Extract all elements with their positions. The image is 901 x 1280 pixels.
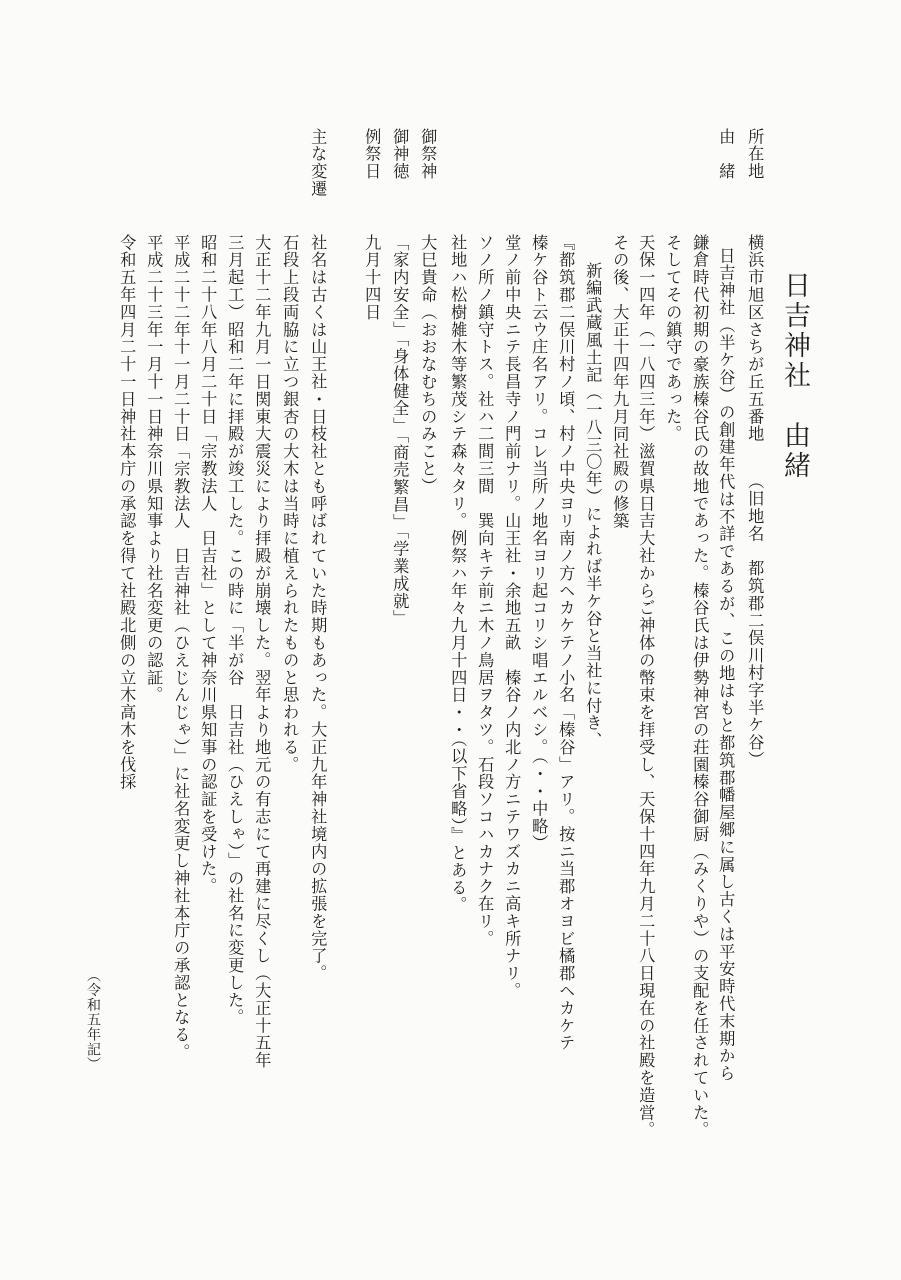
origin-label: 由 緒	[716, 128, 736, 181]
origin-line-6: 新編武蔵風土記（一八三〇年）によれば半ケ谷と当社に付き、	[583, 262, 603, 750]
history-line-3: 大正十二年九月一日関東大震災により拝殿が崩壊した。翌年より地元の有志にて再建に尽くし（大正十五年	[252, 234, 272, 1070]
deity-value: 大巳貴命（おおなむちのみこと）	[418, 234, 438, 495]
location-label: 所在地	[745, 128, 765, 181]
footnote: （令和五年記）	[85, 968, 101, 1072]
history-line-1: 社名は古くは山王社・日枝社とも呼ばれていた時期もあった。大正九年神社境内の拡張を完了。	[308, 234, 328, 983]
origin-line-4: 天保一四年（一八四三年）滋賀県日吉大社からご神体の幣束を拝受し、天保十四年九月二十八日現在の社殿を造営。	[636, 234, 656, 1139]
origin-line-2: 鎌倉時代初期の豪族榛谷氏の故地であった。榛谷氏は伊勢神宮の荘園榛谷御厨（みくりや）の支配を任されていた。	[690, 234, 710, 1139]
festival-label: 例祭日	[362, 128, 382, 181]
origin-line-11: 社地ハ松樹雑木等繁茂シテ森々タリ。例祭ハ年々九月十四日・・（以下省略）』とある。	[448, 234, 468, 914]
page-title: 日吉神社 由緒	[779, 271, 810, 481]
festival-value: 九月十四日	[362, 234, 382, 321]
location-value	[745, 234, 765, 769]
origin-line-9: 堂ノ前中央ニテ長昌寺ノ門前ナリ。山王社・余地五畝 榛谷ノ内北ノ方ニテワズカニ高キ所ナリ。	[502, 234, 522, 1000]
origin-line-1: 日吉神社（半ケ谷）の創建年代は不詳であるが、この地はもと都筑郡幡屋郷に属し古くは平安時代末期から	[716, 247, 736, 1083]
origin-line-8: 榛ケ谷ト云ウ庄名アリ。コレ当所ノ地名ヨリ起コリシ唱エルベシ。（・・中略）	[529, 234, 549, 853]
virtue-label: 御神徳	[390, 128, 410, 181]
history-line-4: 三月起工）昭和二年に拝殿が竣工した。この時に「半が谷 日吉社（ひえしゃ）」の社名に変更した。	[225, 234, 245, 1027]
history-line-7: 平成二十三年一月十一日神奈川県知事より社名変更の認証。	[144, 234, 164, 704]
origin-line-10: ソノ所ノ鎮守トス。社ハ二間三間 巽向キテ前ニ木ノ鳥居ヲタツ。石段ソコハカナク在リ。	[475, 234, 495, 948]
history-line-2: 石段上段両脇に立つ銀杏の大木は当時に植えられたものと思われる。	[280, 234, 300, 774]
origin-line-7: 『都筑郡二俣川村ノ頃、村ノ中央ヨリ南ノ方ヘカケテノ小名「榛谷」アリ。按ニ当郡オヨビ橘郡ヘカケテ	[556, 234, 576, 1052]
history-line-8: 令和五年四月二十一日神社本庁の承認を得て社殿北側の立木高木を伐採	[117, 234, 137, 791]
origin-line-3: そしてその鎮守であった。	[663, 234, 683, 443]
origin-line-5: その後、大正十四年九月同社殿の修築	[610, 234, 630, 530]
location-address: 横浜市旭区さちが丘五番地	[745, 234, 765, 443]
virtue-value: 「家内安全」「身体健全」「商売繁昌」「学業成就」	[390, 234, 410, 628]
history-line-5: 昭和二十八年八月二十日「宗教法人 日吉社」として神奈川県知事の認証を受けた。	[198, 234, 218, 896]
location-old-name: （旧地名 都筑郡二俣川村字半ケ谷）	[745, 472, 765, 769]
history-label: 主な変遷	[308, 128, 328, 198]
deity-label: 御祭神	[418, 128, 438, 181]
history-line-6: 平成二十二年十一月二十日「宗教法人 日吉神社（ひえじんじゃ）」に社名変更し神社本庁の承認となる。	[171, 234, 191, 1062]
